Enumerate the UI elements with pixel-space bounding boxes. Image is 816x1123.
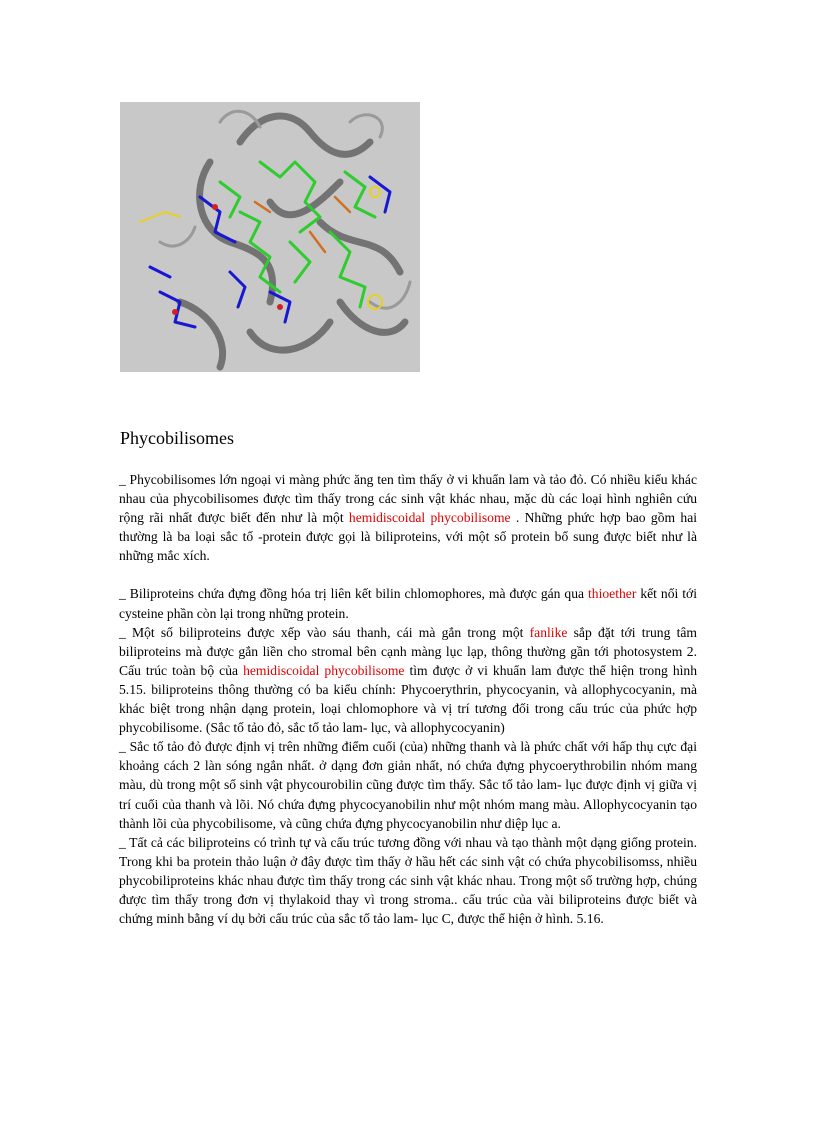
paragraph bbox=[119, 623, 697, 738]
document-body bbox=[119, 470, 697, 928]
text-run: _ Biliproteins chứa đựng đồng hóa trị liên kết bilin chlomophores, mà được gán qua bbox=[119, 586, 589, 602]
paragraph bbox=[119, 584, 697, 622]
protein-structure-figure bbox=[120, 102, 420, 372]
text-run: sắp đặt tới trung tâm biliproteins mà được gắn liền cho stromal bên cạnh màng lục lạp, thông thường gần tới photosystem 2. Cấu trúc toàn bộ của bbox=[119, 624, 697, 678]
protein-structure-image bbox=[120, 102, 420, 372]
text-run: kết nối tới cysteine phần còn lại trong những protein. bbox=[119, 586, 697, 621]
highlight-term: fanlike bbox=[529, 624, 568, 640]
paragraph bbox=[119, 470, 697, 565]
paragraph bbox=[119, 737, 697, 832]
page-heading: Phycobilisomes bbox=[120, 428, 235, 448]
text-run: _ Tất cả các biliproteins có trình tự và cấu trúc tương đồng với nhau và tạo thành một dạng giống protein. Trong khi ba protein thảo luận ở đây được tìm thấy ở hầu hết các sinh vật có chứa phycobilisomss, nhiều phycobiliproteins khác nhau được tìm thấy trong các sinh vật khác nhau. Trong một số trường hợp, chúng được tìm thấy trong đơn vị thylakoid thay vì trong stroma.. cấu trúc của vài biliproteins được biết và chứng minh bằng ví dụ bởi cấu trúc của sắc tố tảo lam- lục C, được thể hiện ở hình. 5.16. bbox=[119, 834, 697, 927]
highlight-term: hemidiscoidal phycobilisome bbox=[243, 662, 405, 678]
text-run: _ Một số biliproteins được xếp vào sáu thanh, cái mà gắn trong một bbox=[119, 624, 530, 640]
text-run: . Những phức hợp bao gồm hai thường là ba loại sắc tố -protein được gọi là biliproteins, với một số protein bổ sung được biết như là những mắc xích. bbox=[119, 510, 698, 564]
highlight-term: hemidiscoidal phycobilisome bbox=[348, 510, 511, 526]
paragraph bbox=[119, 833, 697, 928]
text-run: _ Sắc tố tảo đỏ được định vị trên những điểm cuối (của) những thanh và là phức chất với hấp thụ cực đại khoảng cách 2 làn sóng ngắn nhất. ở dạng đơn giản nhất, nó chứa đựng phycoerythrobilin nhóm mang màu, dù trong một số sinh vật phycourobilin cũng được tìm thấy. Sắc tố tảo lam- lục được định vị giữa vị trí cuối của thanh và lõi. Nó chứa đựng phycocyanobilin như một nhóm mang màu. Allophycocyanin tạo thành lõi của phycobilisome, và cũng chứa đựng phycocyanobilin như diệp lục a. bbox=[119, 739, 697, 831]
text-run: _ Phycobilisomes lớn ngoại vi màng phức ăng ten tìm thấy ở vi khuẩn lam và tảo đỏ. Có nhiều kiểu khác nhau của phycobilisomes được tìm thấy trong các sinh vật khác nhau, mặc dù các loại hình nghiên cứu rộng rãi nhất được biết đến như là một bbox=[119, 472, 697, 526]
highlight-term: thioether bbox=[588, 586, 637, 602]
text-run: tìm được ở vi khuẩn lam được thể hiện trong hình 5.15. biliproteins thông thường có ba kiểu chính: Phycoerythrin, phycocyanin, và allophycocyanin, mà khác biệt trong nhận dạng protein, loại chlomophore và vị trí tương đối trong cấu trúc của phức hợp phycobilisome. (Sắc tố tảo đỏ, sắc tố tảo lam- lục, và allophycocyanin) bbox=[119, 662, 697, 736]
